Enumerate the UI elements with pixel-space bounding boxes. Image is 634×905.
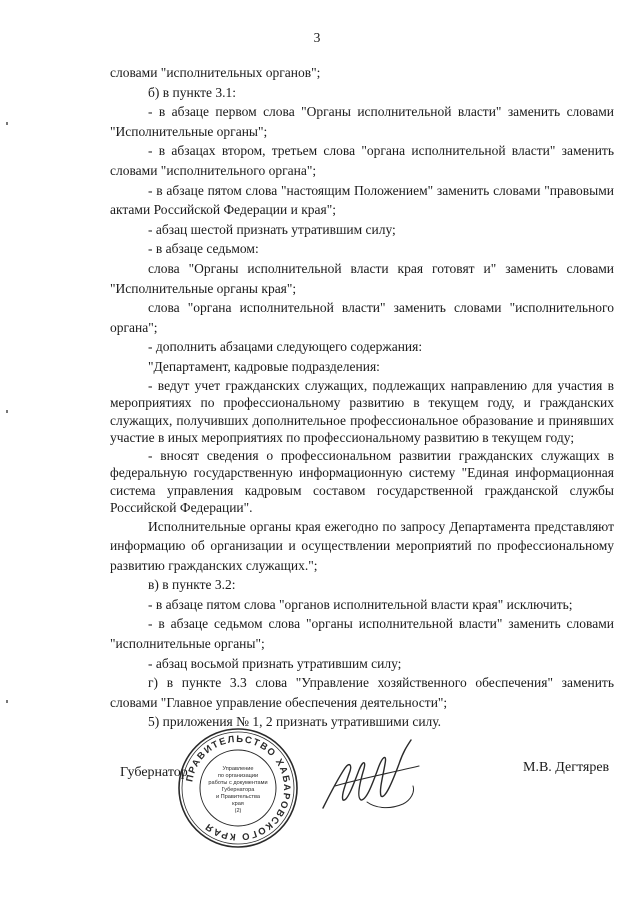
stamp-center-line: по организации xyxy=(217,773,259,779)
page-number: 3 xyxy=(313,30,321,45)
stamp-center-line: Губернатора xyxy=(221,787,255,793)
paragraph: - дополнить абзацами следующего содержания: xyxy=(148,339,423,355)
stamp-ring-text: ПРАВИТЕЛЬСТВО ХАБАРОВСКОГО КРАЯ xyxy=(184,733,293,843)
scan-mark xyxy=(6,410,8,413)
stamp-center-line: края xyxy=(232,801,244,807)
paragraph: слова "органа исполнительной власти" заменить словами "исполнительного органа"; xyxy=(110,300,614,335)
paragraph: - в абзаце седьмом: xyxy=(148,241,259,257)
paragraph: - в абзаце пятом слова "настоящим Положением" заменить словами "правовыми актами Российской Федерации и края"; xyxy=(110,182,614,218)
paragraph: слова "Органы исполнительной власти края готовят и" заменить словами "Исполнительные органы края"; xyxy=(110,260,614,296)
signatory-title: Губернатор xyxy=(120,765,188,780)
stamp-center-line: (2) xyxy=(234,808,242,814)
paragraph: б) в пункте 3.1: xyxy=(148,84,236,100)
stamp-center-line: Управление xyxy=(222,766,254,772)
paragraph: - абзац восьмой признать утратившим силу; xyxy=(148,655,402,671)
paragraph: - вносят сведения о профессиональном развитии гражданских служащих в федеральную государственную информационную систему "Единая информационная система управления кадровым составом государственной гражданской службы Российской Федерации". xyxy=(110,447,614,515)
paragraph: - в абзаце первом слова "Органы исполнительной власти" заменить словами "Исполнительные органы"; xyxy=(110,104,614,139)
paragraph: 5) приложения № 1, 2 признать утратившими силу. xyxy=(148,714,442,730)
signatory-name: М.В. Дегтярев xyxy=(523,760,610,775)
paragraph: г) в пункте 3.3 слова "Управление хозяйственного обеспечения" заменить словами "Главное управление обеспечения деятельности"; xyxy=(110,675,614,710)
scan-mark xyxy=(6,122,8,125)
paragraph: - ведут учет гражданских служащих, подлежащих направлению для участия в мероприятиях по профессиональному развитию в текущем году, и гражданских служащих, получивших дополнительное профессиональное образование и принявших участие в иных мероприятиях по профессиональному развитию в текущем году; xyxy=(110,377,614,445)
stamp-center-line: работы с документами xyxy=(208,780,268,786)
scan-mark xyxy=(6,700,8,703)
paragraph: - в абзаце седьмом слова "органы исполнительной власти" заменить словами "исполнительные органы"; xyxy=(110,616,614,652)
paragraph: - в абзаце пятом слова "органов исполнительной власти края" исключить; xyxy=(148,596,573,612)
paragraph: словами "исполнительных органов"; xyxy=(110,65,321,80)
paragraph: в) в пункте 3.2: xyxy=(148,577,236,593)
paragraph: "Департамент, кадровые подразделения: xyxy=(148,358,380,374)
paragraph: - в абзацах втором, третьем слова "органа исполнительной власти" заменить словами "исполнительного органа"; xyxy=(110,143,614,178)
handwritten-signature xyxy=(315,730,430,820)
official-stamp xyxy=(176,726,300,850)
stamp-center-line: и Правительства xyxy=(216,794,260,800)
paragraph: Исполнительные органы края ежегодно по запросу Департамента представляют информацию об организации и осуществлении мероприятий по профессиональному развитию гражданских служащих."; xyxy=(110,518,614,573)
paragraph: - абзац шестой признать утратившим силу; xyxy=(148,221,396,237)
document-body xyxy=(110,63,614,732)
